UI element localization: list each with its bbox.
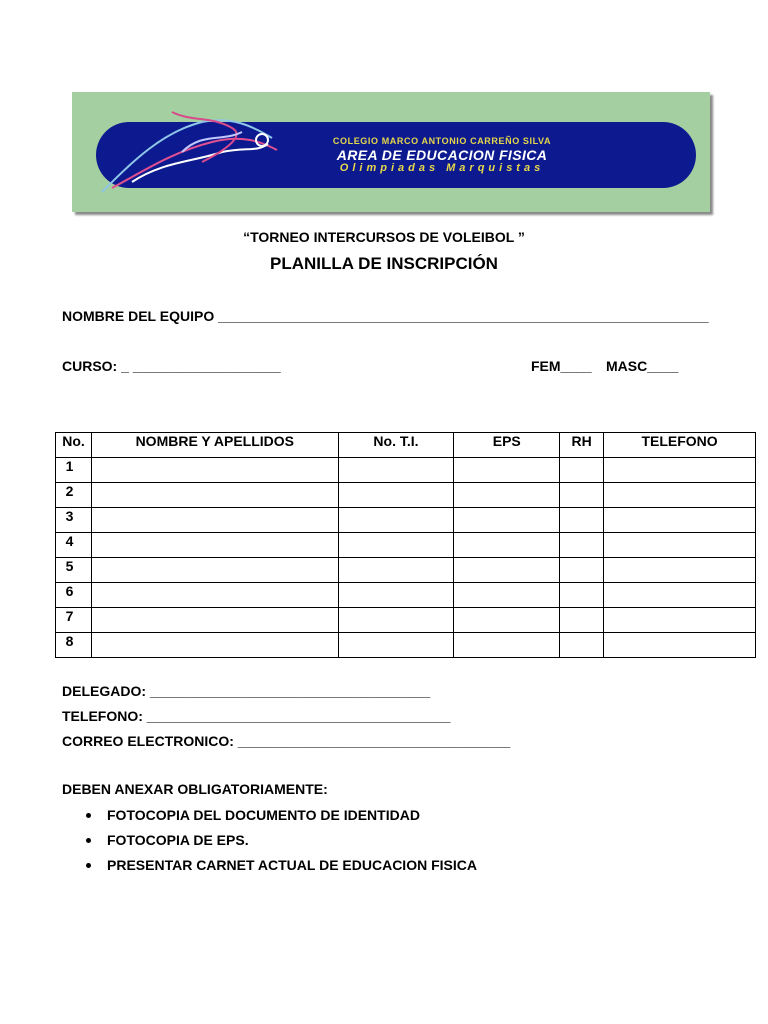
name-cell[interactable] <box>91 558 338 583</box>
phone-cell[interactable] <box>604 633 756 658</box>
rh-cell[interactable] <box>560 608 604 633</box>
school-name: COLEGIO MARCO ANTONIO CARREÑO SILVA <box>332 136 552 146</box>
name-cell[interactable] <box>91 633 338 658</box>
ti-cell[interactable] <box>338 483 454 508</box>
ti-cell[interactable] <box>338 458 454 483</box>
eps-cell[interactable] <box>454 458 560 483</box>
requirement-text: FOTOCOPIA DEL DOCUMENTO DE IDENTIDAD <box>107 807 420 823</box>
rh-cell[interactable] <box>560 483 604 508</box>
ti-cell[interactable] <box>338 558 454 583</box>
table-row <box>56 458 756 483</box>
ti-cell[interactable] <box>338 608 454 633</box>
registration-table <box>55 432 756 658</box>
course-field[interactable]: CURSO: _ ___________________ <box>62 358 281 374</box>
table-row <box>56 608 756 633</box>
bullet-icon <box>86 863 91 868</box>
table-row <box>56 508 756 533</box>
row-number: 8 <box>56 633 92 658</box>
header-banner <box>72 92 710 212</box>
row-number: 5 <box>56 558 92 583</box>
row-number: 6 <box>56 583 92 608</box>
rh-cell[interactable] <box>560 508 604 533</box>
phone-cell[interactable] <box>604 608 756 633</box>
header-ti: No. T.I. <box>338 433 454 458</box>
row-number: 4 <box>56 533 92 558</box>
row-number: 2 <box>56 483 92 508</box>
ti-cell[interactable] <box>338 508 454 533</box>
name-cell[interactable] <box>91 583 338 608</box>
phone-cell[interactable] <box>604 558 756 583</box>
eps-cell[interactable] <box>454 508 560 533</box>
ti-cell[interactable] <box>338 633 454 658</box>
bullet-icon <box>86 813 91 818</box>
event-name: Olimpiadas Marquistas <box>339 162 545 174</box>
list-item <box>62 825 477 850</box>
eps-cell[interactable] <box>454 483 560 508</box>
table-row <box>56 533 756 558</box>
phone-cell[interactable] <box>604 483 756 508</box>
delegate-field[interactable]: DELEGADO: ____________________________________ <box>62 683 431 699</box>
rh-cell[interactable] <box>560 633 604 658</box>
table-header-row <box>56 433 756 458</box>
name-cell[interactable] <box>91 533 338 558</box>
header-rh: RH <box>560 433 604 458</box>
header-phone: TELEFONO <box>604 433 756 458</box>
fem-field[interactable]: FEM____ <box>531 358 592 374</box>
tournament-subtitle: “TORNEO INTERCURSOS DE VOLEIBOL ” <box>243 229 525 245</box>
eps-cell[interactable] <box>454 608 560 633</box>
row-number: 3 <box>56 508 92 533</box>
header-name: NOMBRE Y APELLIDOS <box>91 433 338 458</box>
header-eps: EPS <box>454 433 560 458</box>
phone-cell[interactable] <box>604 583 756 608</box>
eps-cell[interactable] <box>454 533 560 558</box>
table-row <box>56 583 756 608</box>
masc-field[interactable]: MASC____ <box>606 358 679 374</box>
area-name: AREA DE EDUCACION FISICA <box>336 147 548 163</box>
table-row <box>56 633 756 658</box>
eps-cell[interactable] <box>454 558 560 583</box>
row-number: 1 <box>56 458 92 483</box>
table-row <box>56 483 756 508</box>
row-number: 7 <box>56 608 92 633</box>
requirement-text: FOTOCOPIA DE EPS. <box>107 832 249 848</box>
list-item <box>62 800 477 825</box>
bullet-icon <box>86 838 91 843</box>
name-cell[interactable] <box>91 483 338 508</box>
name-cell[interactable] <box>91 458 338 483</box>
rh-cell[interactable] <box>560 533 604 558</box>
phone-cell[interactable] <box>604 458 756 483</box>
requirement-text: PRESENTAR CARNET ACTUAL DE EDUCACION FISICA <box>107 857 477 873</box>
team-name-field[interactable]: NOMBRE DEL EQUIPO _______________________________________________________________ <box>62 308 709 324</box>
rh-cell[interactable] <box>560 583 604 608</box>
requirements-list <box>62 800 477 875</box>
requirements-title: DEBEN ANEXAR OBLIGATORIAMENTE: <box>62 781 328 797</box>
phone-cell[interactable] <box>604 533 756 558</box>
header-no: No. <box>56 433 92 458</box>
rh-cell[interactable] <box>560 458 604 483</box>
name-cell[interactable] <box>91 608 338 633</box>
eps-cell[interactable] <box>454 583 560 608</box>
form-title: PLANILLA DE INSCRIPCIÓN <box>270 254 498 273</box>
name-cell[interactable] <box>91 508 338 533</box>
phone-cell[interactable] <box>604 508 756 533</box>
table-row <box>56 558 756 583</box>
email-field[interactable]: CORREO ELECTRONICO: ___________________________________ <box>62 733 511 749</box>
eps-cell[interactable] <box>454 633 560 658</box>
ti-cell[interactable] <box>338 533 454 558</box>
rh-cell[interactable] <box>560 558 604 583</box>
phone-field[interactable]: TELEFONO: _______________________________________ <box>62 708 451 724</box>
ti-cell[interactable] <box>338 583 454 608</box>
list-item <box>62 850 477 875</box>
